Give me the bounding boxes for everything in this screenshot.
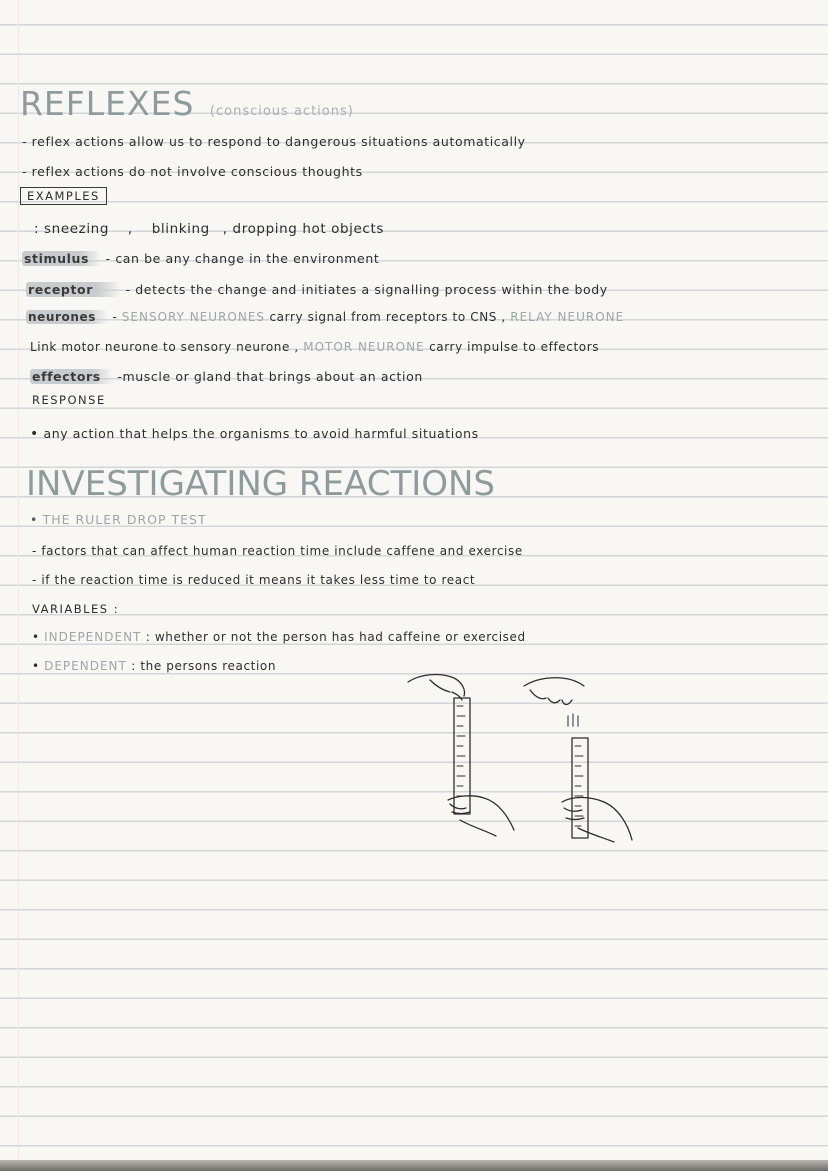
stimulus-label: stimulus (22, 251, 101, 266)
ruler-bullet: • (30, 512, 38, 527)
investigating-heading: INVESTIGATING REACTIONS (26, 464, 496, 504)
examples-list (34, 221, 384, 237)
receptor-text: - detects the change and initiates a signalling process within the body (125, 282, 608, 297)
reflexes-note: (conscious actions) (209, 104, 354, 119)
ruler-drop-test: THE RULER DROP TEST (42, 512, 207, 527)
variables-label: VARIABLES : (32, 602, 120, 616)
link-line (30, 340, 599, 354)
neurones-label: neurones (26, 310, 108, 324)
example-dropping: , dropping hot objects (222, 221, 384, 237)
neurones-dash: - (112, 310, 118, 324)
sensory-neurones-label: SENSORY NEURONES (121, 310, 266, 324)
ruler-drop-illustration (400, 668, 650, 848)
response-text: any action that helps the organisms to avoid harmful situations (43, 426, 479, 441)
examples-label: EXAMPLES (20, 187, 107, 205)
independent-label: INDEPENDENT (44, 630, 142, 644)
independent-text: : whether or not the person has had caffeine or exercised (145, 630, 526, 644)
reflexes-title: REFLEXES (20, 84, 195, 123)
effectors-label: effectors (30, 369, 113, 384)
factors-line: - factors that can affect human reaction time include caffene and exercise (32, 544, 523, 558)
dependent-line (32, 659, 276, 673)
effectors-line (30, 369, 423, 384)
example-sneezing: : sneezing (34, 221, 110, 237)
margin-line (18, 0, 19, 1171)
ruler-drop-line (30, 512, 207, 527)
dependent-label: DEPENDENT (44, 659, 127, 673)
examples-box (20, 188, 107, 203)
relay-neurone-label: RELAY NEURONE (510, 310, 625, 324)
reflex-line-2: - reflex actions do not involve conscious thoughts (22, 164, 363, 179)
reflex-line-1: - reflex actions allow us to respond to dangerous situations automatically (22, 134, 526, 149)
reduced-line: - if the reaction time is reduced it means it takes less time to react (32, 573, 476, 587)
link-text: Link motor neurone to sensory neurone , (30, 340, 299, 354)
motor-neurone-label: MOTOR NEURONE (303, 340, 425, 354)
response-label: RESPONSE (32, 393, 106, 407)
effectors-text: -muscle or gland that brings about an action (117, 369, 423, 384)
response-line (30, 426, 479, 442)
stimulus-line (22, 251, 379, 266)
dependent-text: : the persons reaction (131, 659, 277, 673)
page-bottom-edge (0, 1160, 828, 1171)
stimulus-text: - can be any change in the environment (105, 251, 380, 266)
dependent-bullet: • (32, 659, 40, 673)
independent-line (32, 630, 526, 644)
example-comma: , (127, 221, 133, 237)
neurones-line (26, 310, 624, 324)
receptor-line (26, 282, 608, 297)
example-blinking: blinking (151, 221, 210, 237)
receptor-label: receptor (26, 282, 121, 297)
motor-text: carry impulse to effectors (429, 340, 600, 354)
sensory-text: carry signal from receptors to CNS , (269, 310, 506, 324)
response-bullet: • (30, 426, 39, 442)
independent-bullet: • (32, 630, 40, 644)
reflexes-heading (20, 84, 354, 123)
